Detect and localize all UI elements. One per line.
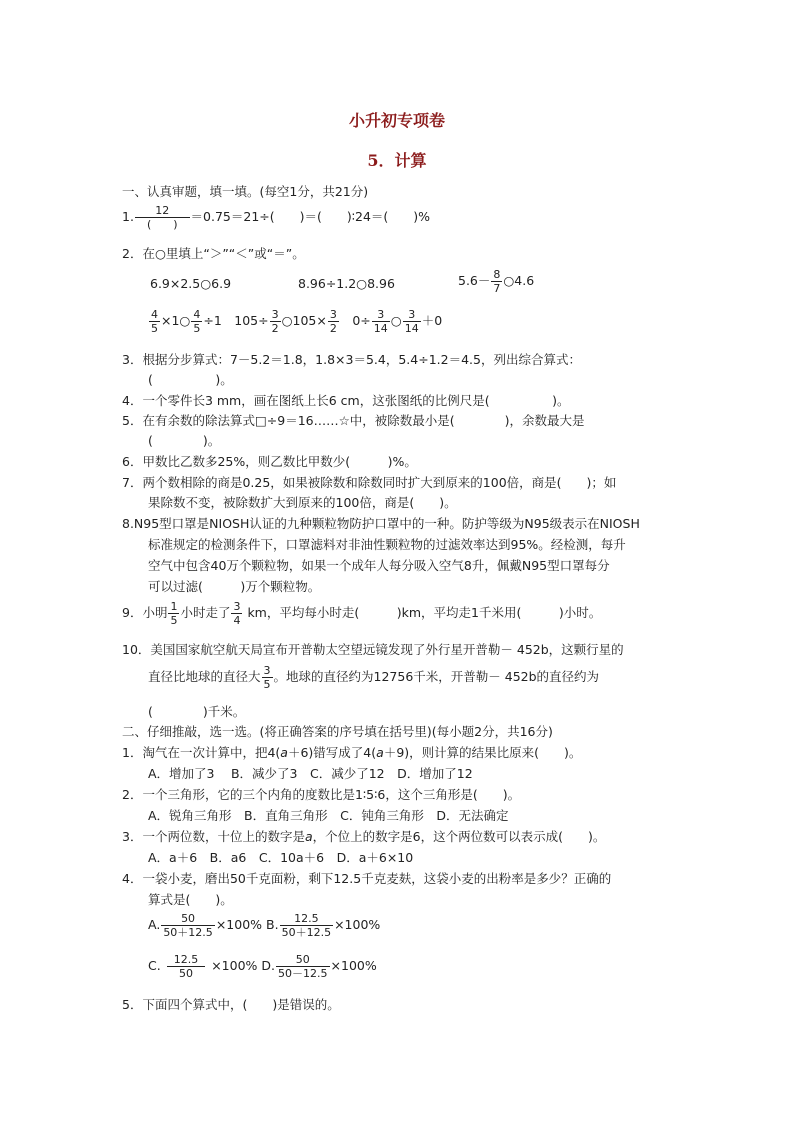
question-2-4: 4．一袋小麦，磨出50千克面粉，剩下12.5千克麦麸，这袋小麦的出粉率是多少？正确的 [122,871,612,886]
question-1-10: 10．美国国家航空航天局宣布开普勒太空望远镜发现了外行星开普勒－ 452b，这颗行星的 [122,642,624,657]
question-1-6: 6．甲数比乙数多25%，则乙数比甲数少( )%。 [122,454,417,469]
question-1-10-l3: ( )千米。 [148,704,246,719]
question-2-2-options: A．锐角三角形 B．直角三角形 C．钝角三角形 D．无法确定 [148,808,509,823]
question-2-1-options: A．增加了3 B．减少了3 C．减少了12 D．增加了12 [148,766,473,781]
question-1-10-l2: 直径比地球的直径大 $\frac{3}{5}$ 。地球的直径约为12756千米，开普勒－ 452b的直径约为 [148,664,600,691]
question-1-3: 3．根据分步算式：7－5.2＝1.8，1.8×3＝5.4，5.4÷1.2＝4.5，列出综合算式： [122,352,581,367]
page-title: 小升初专项卷 [348,111,445,130]
question-2-5: 5．下面四个算式中，( )是错误的。 [122,997,340,1012]
question-2-4-options-ab: A. $\frac{50}{50+12.5}$ ×100% B. $\frac{12.5}{50+12.5}$ ×100% [148,912,381,939]
question-1-3-answer: ( )。 [148,372,233,387]
question-1-4: 4．一个零件长3 mm，画在图纸上长6 cm，这张图纸的比例尺是( )。 [122,393,570,408]
question-2-1: 1．淘气在一次计算中，把4(a＋6)错写成了4(a＋9)，则计算的结果比原来( )。 [122,745,582,760]
fraction: $\frac{12}{( )}$ [135,204,190,231]
question-1-8: 8.N95型口罩是NIOSH认证的九种颗粒物防护口罩中的一种。防护等级为N95级表示在NIOSH [122,516,640,531]
question-2-3-options: A．a＋6 B．a6 C．10a＋6 D．a＋6×10 [148,850,414,865]
question-1-8-l2: 标准规定的检测条件下，口罩滤料对非油性颗粒物的过滤效率达到95%。经检测，每升 [148,537,626,552]
compare-item-1: 6.9×2.5○6.9 [150,276,232,291]
question-1-5: 5．在有余数的除法算式□÷9＝16……☆中，被除数最小是( )，余数最大是 [122,413,585,428]
question-1-9: 9．小明 $\frac{1}{5}$ 小时走了 $\frac{3}{4}$ km，平均每小时走( )km，平均走1千米用( )小时。 [122,600,602,627]
section-subtitle: 5．计算 [367,151,427,170]
compare-item-2: 8.96÷1.2○8.96 [298,276,395,291]
question-1-7-cont: 果除数不变，被除数扩大到原来的100倍，商是( )。 [148,495,457,510]
question-1-8-l4: 可以过滤( )万个颗粒物。 [148,579,321,594]
compare-item-3: 5.6－ $\frac{8}{7}$ ○4.6 [458,268,535,295]
question-1-1: 1. $\frac{12}{( )}$ ＝0.75＝21÷( )＝( )∶24＝( )% [122,204,431,231]
question-1-2: 2．在○里填上“＞”“＜”或“＝”。 [122,246,305,261]
question-2-2: 2．一个三角形，它的三个内角的度数比是1∶5∶6，这个三角形是( )。 [122,787,521,802]
question-1-8-l3: 空气中包含40万个颗粒物，如果一个成年人每分吸入空气8升，佩戴N95型口罩每分 [148,558,610,573]
question-2-4-cont: 算式是( )。 [148,892,233,907]
question-2-3: 3．一个两位数，十位上的数字是a，个位上的数字是6，这个两位数可以表示成( )。 [122,829,606,844]
question-1-5-cont: ( )。 [148,433,221,448]
question-1-7: 7．两个数相除的商是0.25，如果被除数和除数同时扩大到原来的100倍，商是( )；如 [122,475,617,490]
question-2-4-options-cd: C. $\frac{12.5}{50}$ ×100% D. $\frac{50}{50-12.5}$ ×100% [148,953,377,980]
section1-heading: 一、认真审题，填一填。(每空1分，共21分) [122,184,369,199]
compare-row-2: $\frac{4}{5}$ ×1○ $\frac{4}{5}$ ÷1 105÷ $\frac{3}{2}$ ○105× $\frac{3}{2}$ 0÷ $\frac{3}{14}$ ○ $\frac{3}{14}$ ＋0 [151,308,443,335]
section2-heading: 二、仔细推敲，选一选。(将正确答案的序号填在括号里)(每小题2分，共16分) [122,724,553,739]
